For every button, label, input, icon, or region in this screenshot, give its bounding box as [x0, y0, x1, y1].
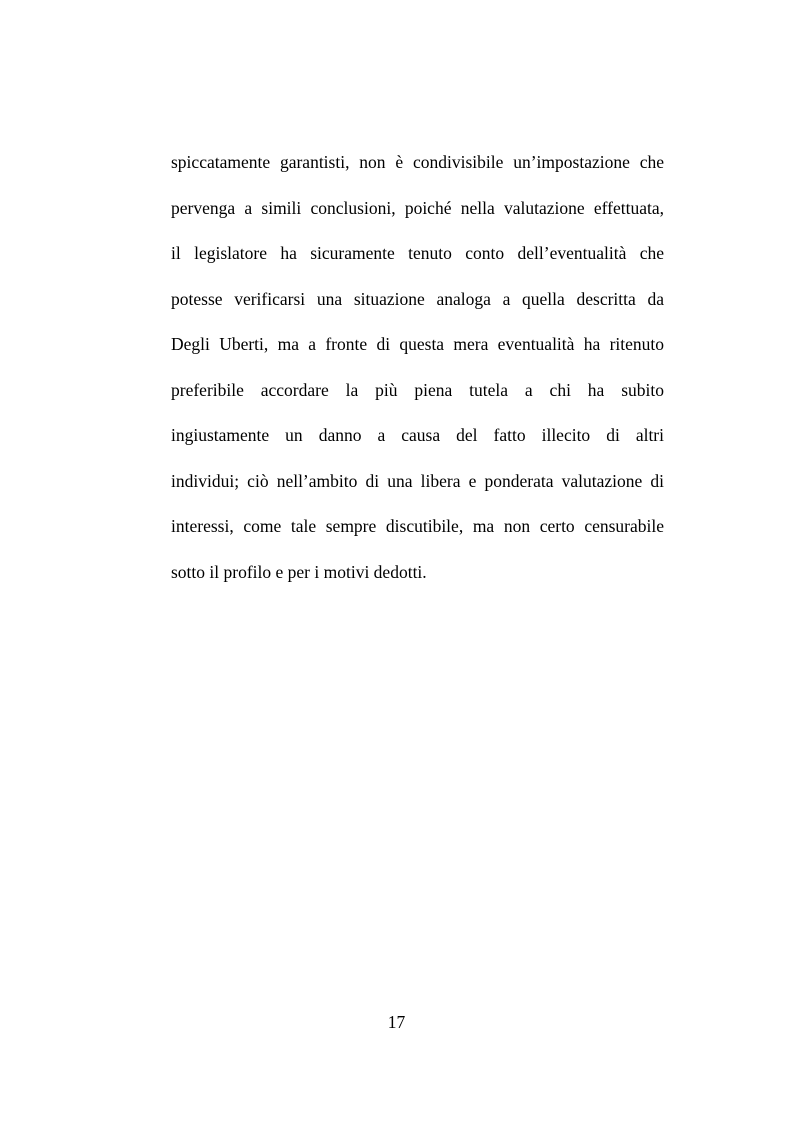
paragraph-line: potesse verificarsi una situazione analoga a quella descritta da	[171, 288, 664, 309]
paragraph-line: individui; ciò nell’ambito di una libera e ponderata valutazione di	[171, 470, 664, 491]
paragraph-line: sotto il profilo e per i motivi dedotti.	[171, 561, 427, 582]
body-paragraph	[171, 146, 664, 601]
paragraph-line: Degli Uberti, ma a fronte di questa mera eventualità ha ritenuto	[171, 334, 664, 354]
paragraph-line: preferibile accordare la più piena tutela a chi ha subito	[171, 379, 664, 400]
paragraph-line: interessi, come tale sempre discutibile, ma non certo censurabile	[171, 516, 664, 536]
paragraph-line: spiccatamente garantisti, non è condivisibile un’impostazione che	[171, 152, 664, 172]
page-number: 17	[387, 1012, 406, 1032]
paragraph-line: pervenga a simili conclusioni, poiché nella valutazione effettuata,	[171, 197, 664, 218]
paragraph-line: il legislatore ha sicuramente tenuto conto dell’eventualità che	[171, 243, 664, 263]
paragraph-line: ingiustamente un danno a causa del fatto illecito di altri	[171, 425, 664, 445]
